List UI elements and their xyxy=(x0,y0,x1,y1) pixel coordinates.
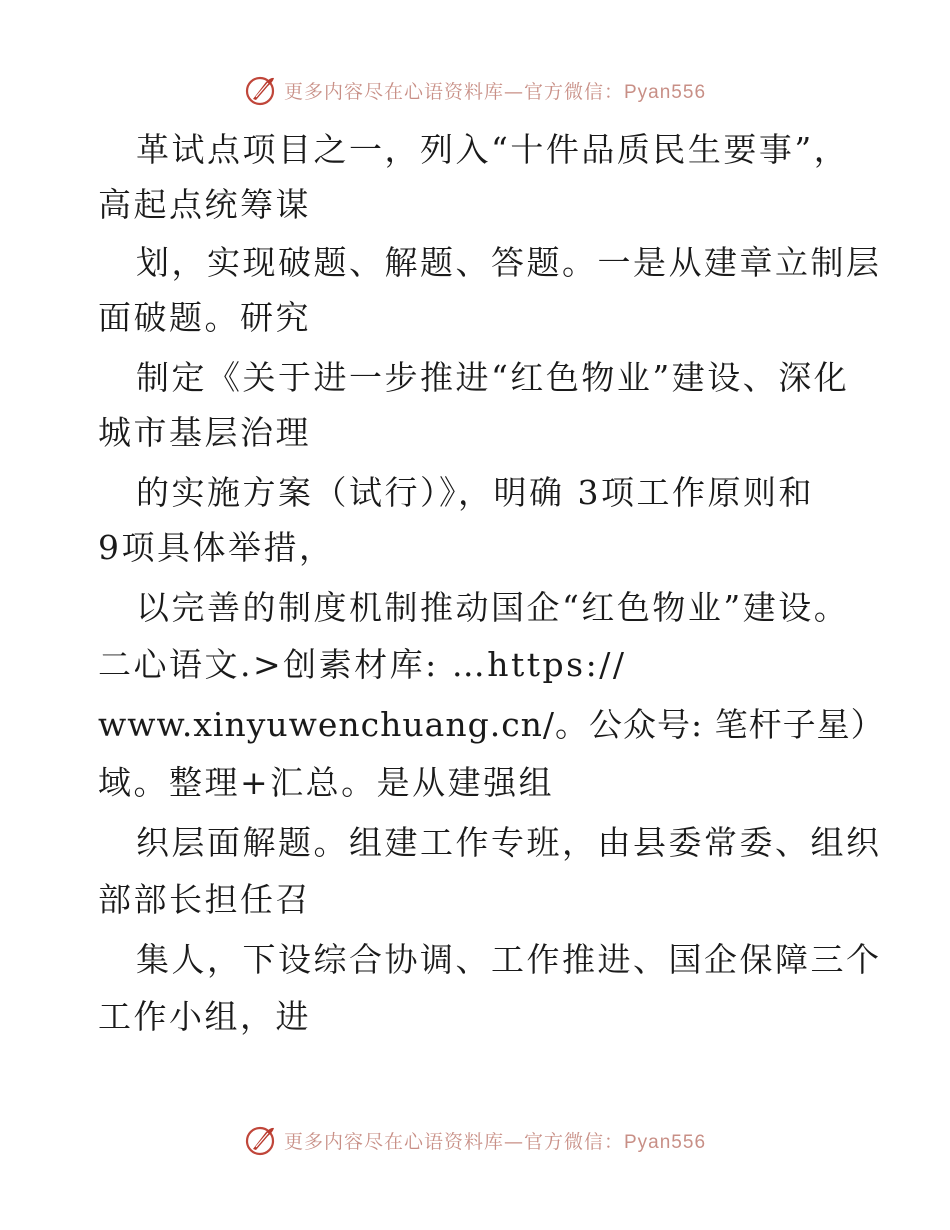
quill-pen-logo-icon xyxy=(244,73,278,107)
header-wechat-id: Pyan556 xyxy=(624,81,707,103)
body-line: 域。整理+汇总。是从建强组 xyxy=(98,763,555,802)
footer-wechat-id: Pyan556 xyxy=(624,1131,707,1153)
footer-watermark-banner xyxy=(0,1120,950,1160)
quill-pen-logo-icon xyxy=(244,1123,278,1157)
body-line: 面破题。研究 xyxy=(98,298,311,337)
header-watermark-text: 更多内容尽在心语资料库—官方微信：Pyan556 xyxy=(283,80,707,103)
body-line: 织层面解题。组建工作专班，由县委常委、组织 xyxy=(136,823,882,862)
body-line: 部部长担任召 xyxy=(98,880,311,919)
body-line: 城市基层治理 xyxy=(98,413,311,452)
body-line: 的实施方案（试行）》，明确 3项工作原则和 xyxy=(136,473,814,512)
body-line: 9项具体举措， xyxy=(98,528,335,567)
body-line: 划，实现破题、解题、答题。一是从建章立制层 xyxy=(136,243,882,282)
body-line: 以完善的制度机制推动国企“红色物业”建设。 xyxy=(136,588,850,627)
header-watermark-banner xyxy=(0,70,950,110)
body-line: 工作小组，进 xyxy=(98,997,311,1036)
body-line: 制定《关于进一步推进“红色物业”建设、深化 xyxy=(136,358,850,397)
body-line: 二心语文.>创素材库: …https:// xyxy=(98,645,627,684)
body-line: 革试点项目之一，列入“十件品质民生要事”， xyxy=(136,130,850,169)
body-line: www.xinyuwenchuang.cn/。公众号: 笔杆子星） xyxy=(98,705,885,744)
body-line: 高起点统筹谋 xyxy=(98,185,311,224)
body-line: 集人，下设综合协调、工作推进、国企保障三个 xyxy=(136,940,882,979)
footer-watermark-text: 更多内容尽在心语资料库—官方微信：Pyan556 xyxy=(283,1130,707,1153)
